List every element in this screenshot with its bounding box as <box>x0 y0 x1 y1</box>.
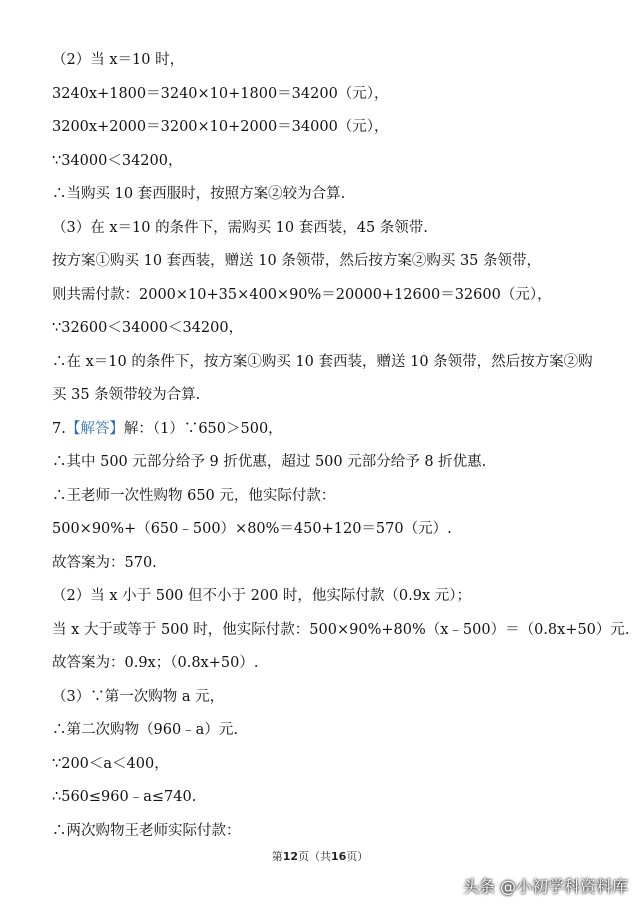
text-line: ∵200＜a＜400， <box>52 756 169 772</box>
text-line: 则共需付款：2000×10+35×400×90%＝20000+12600＝32600（元）， <box>52 287 552 303</box>
text-line: ∴当购买 10 套西服时，按照方案②较为合算. <box>52 186 346 202</box>
footer-prefix: 第 <box>271 850 283 863</box>
text-line: ∵34000＜34200， <box>52 153 183 169</box>
footer-suffix: 页） <box>346 850 369 863</box>
page-number: 12 <box>282 850 298 863</box>
text-line: 故答案为：0.9x；（0.8x+50）. <box>52 655 259 671</box>
text-line: 故答案为：570. <box>52 555 157 571</box>
text-line: （3）∵第一次购物 a 元， <box>52 689 225 705</box>
page-total: 16 <box>331 850 347 863</box>
text-line: ∵32600＜34000＜34200， <box>52 320 244 336</box>
answer-tag: 【解答】 <box>65 421 124 437</box>
text-line: 按方案①购买 10 套西装，赠送 10 条领带，然后按方案②购买 35 条领带， <box>52 253 542 269</box>
text-line: 3240x+1800＝3240×10+1800＝34200（元）， <box>52 86 389 102</box>
question-number: 7. <box>52 421 66 437</box>
text-line: （2）当 x＝10 时， <box>52 52 185 68</box>
text-line: ∴560≤960﹣a≤740. <box>52 789 197 805</box>
text-line: （2）当 x 小于 500 但不小于 200 时，他实际付款（0.9x 元）； <box>52 588 472 604</box>
question-7-line <box>52 419 283 439</box>
watermark: 头条 @小初学科资料库 <box>462 877 628 896</box>
text-line: 解：（1）∵650＞500， <box>123 421 283 437</box>
page-footer <box>0 848 640 864</box>
footer-mid: 页（共 <box>298 850 331 863</box>
text-line: ∴其中 500 元部分给予 9 折优惠，超过 500 元部分给予 8 折优惠. <box>52 454 487 470</box>
text-line: ∴王老师一次性购物 650 元，他实际付款： <box>52 488 336 504</box>
text-line: ∴两次购物王老师实际付款： <box>52 823 241 839</box>
text-line: 买 35 条领带较为合算. <box>52 387 201 403</box>
text-line: 500×90%+（650﹣500）×80%＝450+120＝570（元）. <box>52 521 452 537</box>
text-line: 当 x 大于或等于 500 时，他实际付款：500×90%+80%（x﹣500）＝（0.8x+50）元. <box>52 622 630 638</box>
text-line: （3）在 x＝10 的条件下，需购买 10 套西装，45 条领带. <box>52 220 428 236</box>
text-line: ∴第二次购物（960﹣a）元. <box>52 722 238 738</box>
text-line: 3200x+2000＝3200×10+2000＝34000（元）， <box>52 119 389 135</box>
text-line: ∴在 x＝10 的条件下，按方案①购买 10 套西装，赠送 10 条领带，然后按方案②购 <box>52 354 593 370</box>
